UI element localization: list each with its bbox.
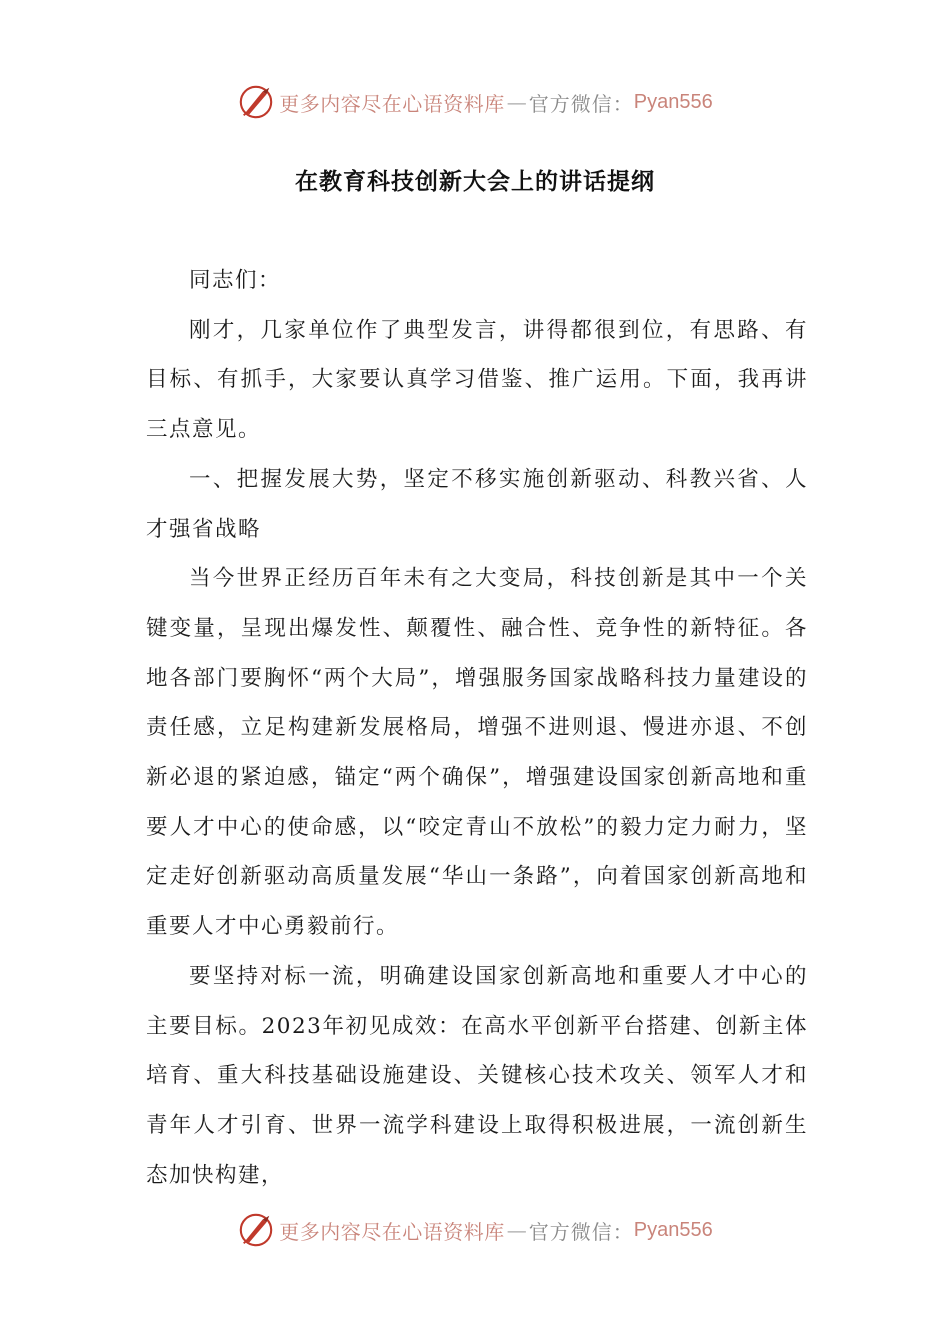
salutation: 同志们： <box>189 268 282 293</box>
watermark-banner-top <box>0 80 950 124</box>
watermark-label: 官方微信： <box>528 1219 634 1244</box>
watermark-account: Pyan556 <box>633 90 713 113</box>
document-body <box>146 256 808 1200</box>
watermark-banner-bottom <box>0 1208 950 1252</box>
paragraph-context: 当今世界正经历百年未有之大变局，科技创新是其中一个关键变量，呈现出爆发性、颠覆性、融合性、竞争性的新特征。各地各部门要胸怀“两个大局”，增强服务国家战略科技力量建设的责任感，立足构建新发展格局，增强不进则退、慢进亦退、不创新必退的紧迫感，锚定“两个确保”，增强建设国家创新高地和重要人才中心的使命感，以“咬定青山不放松”的毅力定力耐力，坚定走好创新驱动高质量发展“华山一条路”，向着国家创新高地和重要人才中心勇毅前行。 <box>146 566 808 940</box>
quill-logo-icon <box>237 1211 275 1249</box>
watermark-slogan: 更多内容尽在心语资料库 <box>279 1219 505 1244</box>
paragraph-goals: 要坚持对标一流，明确建设国家创新高地和重要人才中心的主要目标。2023年初见成效：在高水平创新平台搭建、创新主体培育、重大科技基础设施建设、关键核心技术攻关、领军人才和青年人才引育、世界一流学科建设上取得积极进展，一流创新生态加快构建， <box>146 963 808 1188</box>
watermark-separator: — <box>506 90 527 114</box>
watermark-slogan: 更多内容尽在心语资料库 <box>279 91 505 116</box>
paragraph-intro: 刚才，几家单位作了典型发言，讲得都很到位，有思路、有目标、有抓手，大家要认真学习借鉴、推广运用。下面，我再讲三点意见。 <box>146 317 808 443</box>
watermark-label: 官方微信： <box>528 91 634 116</box>
quill-logo-icon <box>237 83 275 121</box>
document-title: 在教育科技创新大会上的讲话提纲 <box>295 169 655 195</box>
section-heading-1: 一、把握发展大势，坚定不移实施创新驱动、科教兴省、人才强省战略 <box>146 466 808 542</box>
watermark-separator: — <box>506 1218 527 1242</box>
watermark-account: Pyan556 <box>633 1218 713 1241</box>
